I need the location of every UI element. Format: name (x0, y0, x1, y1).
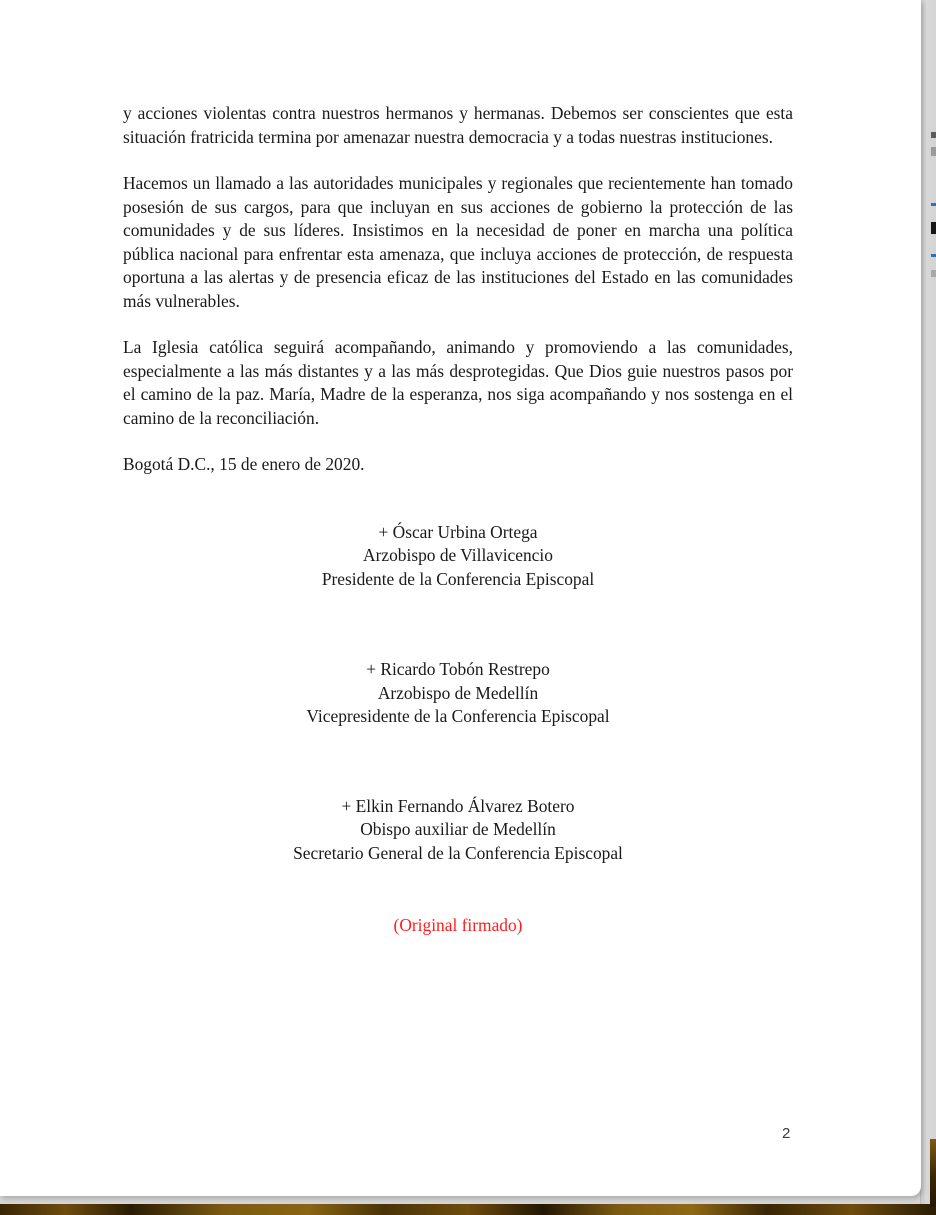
signature-block (123, 795, 793, 866)
edge-artifact-icon (931, 203, 936, 206)
desk-edge (0, 1204, 936, 1215)
signature-name: + Elkin Fernando Álvarez Botero (341, 795, 575, 816)
signature-name: + Óscar Urbina Ortega (378, 521, 538, 542)
document-body (123, 102, 793, 955)
signature-role: Vicepresidente de la Conferencia Episcopal (306, 706, 610, 726)
edge-artifact-icon (931, 270, 936, 277)
signature-block (123, 658, 793, 729)
signature-role: Secretario General de la Conferencia Episcopal (293, 842, 623, 863)
document-paragraph: La Iglesia católica seguirá acompañando, animando y promoviendo a las comunidades, especialmente a las más distantes y a las más desprotegidas. Que Dios guie nuestros pasos por el camino de la paz. María, Madre de la esperanza, nos siga acompañando y nos sostenga en el camino de la reconciliación. (123, 337, 793, 428)
signature-block (123, 521, 793, 592)
document-paragraph: y acciones violentas contra nuestros hermanos y hermanas. Debemos ser conscientes que esta situación fratricida termina por amenazar nuestra democracia y a todas nuestras instituciones. (123, 103, 793, 147)
document-paragraph: Hacemos un llamado a las autoridades municipales y regionales que recientemente han tomado posesión de sus cargos, para que incluyan en sus acciones de gobierno la protección de las comunidades y de sus líderes. Insistimos en la necesidad de poner en marcha una política pública nacional para enfrentar esta amenaza, que incluya acciones de protección, de respuesta oportuna a las alertas y de presencia eficaz de las instituciones del Estado en las comunidades más vulnerables. (123, 173, 793, 311)
edge-artifact-icon (931, 222, 936, 234)
signature-title: Obispo auxiliar de Medellín (360, 819, 556, 839)
edge-artifact-icon (931, 147, 936, 156)
desk-edge-corner (930, 1139, 936, 1207)
edge-artifact-icon (931, 132, 936, 138)
edge-artifact-icon (931, 254, 936, 257)
page-number: 2 (782, 1125, 791, 1142)
signature-title: Arzobispo de Medellín (377, 682, 539, 703)
date-line: Bogotá D.C., 15 de enero de 2020. (123, 454, 365, 474)
viewer-right-margin (920, 0, 936, 1204)
original-signed-note: (Original firmado) (393, 915, 523, 935)
signature-name: + Ricardo Tobón Restrepo (366, 659, 550, 679)
signature-title: Arzobispo de Villavicencio (363, 545, 553, 565)
signature-role: Presidente de la Conferencia Episcopal (321, 568, 595, 589)
